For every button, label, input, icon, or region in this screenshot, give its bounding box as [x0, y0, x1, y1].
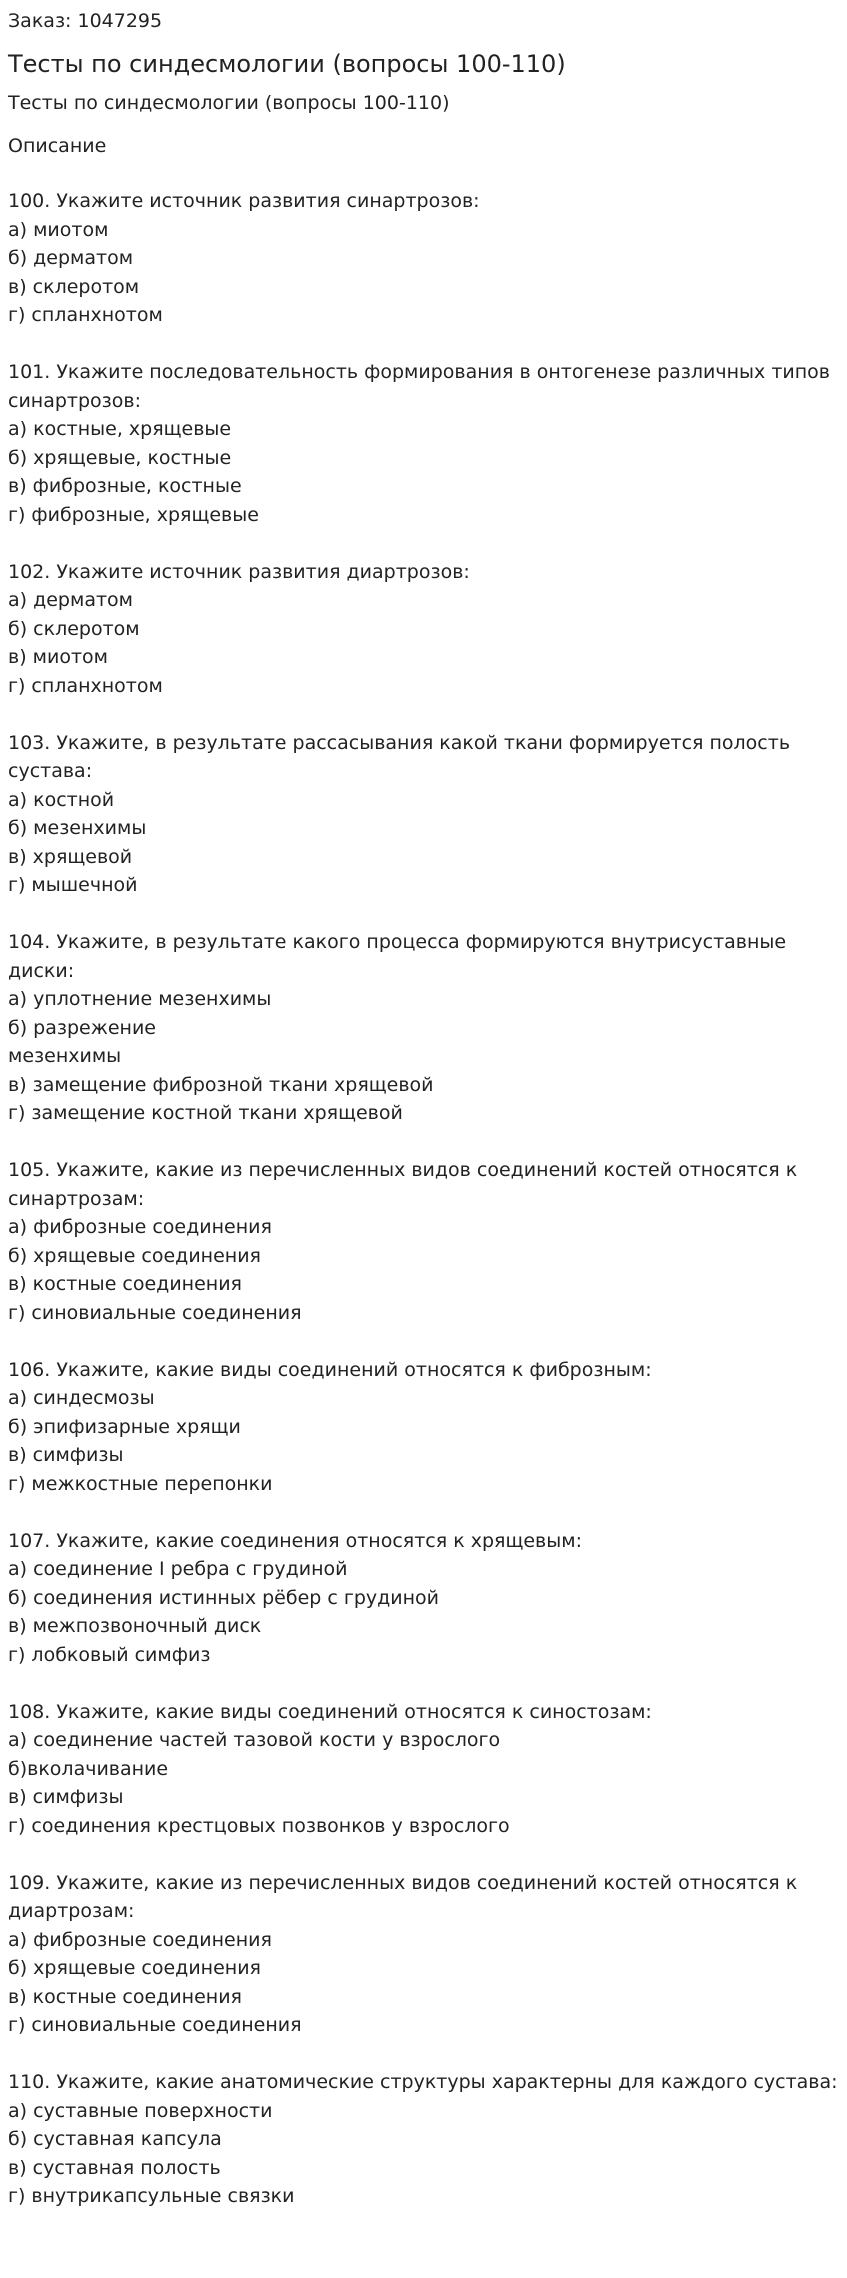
question-text: 106. Укажите, какие виды соединений относятся к фиброзным: — [8, 1358, 652, 1381]
question-block — [8, 1356, 839, 1499]
question-line: диартрозам: — [8, 1900, 135, 1922]
questions-list — [8, 187, 839, 2211]
question-text: 110. Укажите, какие анатомические структуры характерны для каждого сустава: — [8, 2071, 838, 2093]
question-line: в) межпозвоночный диск — [8, 1615, 262, 1637]
question-line: б) соединения истинных рёбер с грудиной — [8, 1586, 440, 1609]
page-subtitle: Тесты по синдесмологии (вопросы 100-110) — [8, 92, 450, 114]
question-line: в) хрящевой — [8, 845, 133, 868]
question-line: в) костные соединения — [8, 1985, 242, 2008]
question-line: мезенхимы — [8, 1045, 122, 1067]
question-line: синартрозов: — [8, 389, 141, 412]
question-text: 104. Укажите, в результате какого процесса формируются внутрисуставные — [8, 931, 787, 953]
question-block — [8, 1869, 839, 2040]
question-line: в) симфизы — [8, 1444, 124, 1466]
question-line: сустава: — [8, 760, 93, 782]
question-text: 107. Укажите, какие соединения относятся к хрящевым: — [8, 1529, 582, 1552]
question-line: б) хрящевые соединения — [8, 1244, 261, 1267]
question-line: в) фиброзные, костные — [8, 475, 242, 497]
question-line: б) хрящевые соединения — [8, 1957, 261, 1979]
question-line: г) внутрикапсульные связки — [8, 2185, 295, 2207]
question-line: г) синовиальные соединения — [8, 2014, 302, 2036]
question-line: диски: — [8, 959, 75, 982]
question-block — [8, 187, 839, 330]
question-line: б) разрежение — [8, 1016, 156, 1039]
question-block — [8, 2068, 839, 2211]
question-line: г) межкостные перепонки — [8, 1472, 273, 1495]
question-line: б) мезенхимы — [8, 817, 147, 839]
question-line: в) склеротом — [8, 275, 140, 298]
question-line: б) эпифизарные хрящи — [8, 1415, 241, 1438]
question-line: б)вколачивание — [8, 1757, 169, 1780]
question-line: г) мышечной — [8, 874, 138, 896]
question-line: б) хрящевые, костные — [8, 446, 232, 469]
description-heading: Описание — [8, 135, 107, 157]
question-line: г) спланхнотом — [8, 304, 163, 326]
question-line: г) синовиальные соединения — [8, 1301, 302, 1324]
question-block — [8, 729, 839, 900]
question-block — [8, 1527, 839, 1670]
order-number: Заказ: 1047295 — [8, 10, 163, 32]
question-line: г) фиброзные, хрящевые — [8, 503, 259, 526]
question-line: г) соединения крестцовых позвонков у взрослого — [8, 1814, 510, 1837]
question-line: а) костной — [8, 788, 115, 811]
question-line: в) миотом — [8, 646, 108, 668]
question-line: б) склеротом — [8, 617, 140, 640]
question-block — [8, 1156, 839, 1327]
question-block — [8, 358, 839, 529]
question-text: 100. Укажите источник развития синартрозов: — [8, 190, 480, 212]
question-text: 105. Укажите, какие из перечисленных видов соединений костей относятся к — [8, 1159, 798, 1181]
question-text: 109. Укажите, какие из перечисленных видов соединений костей относятся к — [8, 1871, 798, 1894]
question-line: а) соединение I ребра с грудиной — [8, 1558, 348, 1580]
question-line: в) костные соединения — [8, 1273, 242, 1295]
question-text: 103. Укажите, в результате рассасывания какой ткани формируется полость — [8, 731, 791, 754]
question-block — [8, 1698, 839, 1841]
question-line: а) суставные поверхности — [8, 2099, 273, 2122]
question-line: а) фиброзные соединения — [8, 1928, 272, 1951]
question-line: г) лобковый симфиз — [8, 1643, 211, 1666]
question-text: 108. Укажите, какие виды соединений относятся к синостозам: — [8, 1700, 652, 1723]
question-line: в) суставная полость — [8, 2156, 221, 2179]
question-line: а) дерматом — [8, 589, 133, 611]
question-line: а) соединение частей тазовой кости у взрослого — [8, 1729, 501, 1751]
question-block — [8, 928, 839, 1128]
question-line: б) суставная капсула — [8, 2128, 222, 2150]
question-block — [8, 558, 839, 701]
question-line: а) фиброзные соединения — [8, 1216, 272, 1238]
question-line: а) костные, хрящевые — [8, 418, 232, 440]
page-title: Тесты по синдесмологии (вопросы 100-110) — [8, 50, 566, 78]
question-text: 102. Укажите источник развития диартрозов: — [8, 560, 470, 583]
question-line: синартрозам: — [8, 1187, 145, 1210]
question-line: а) уплотнение мезенхимы — [8, 988, 272, 1010]
question-text: 101. Укажите последовательность формирования в онтогенезе различных типов — [8, 361, 830, 383]
question-line: а) миотом — [8, 218, 109, 241]
question-line: в) симфизы — [8, 1786, 124, 1808]
question-line: г) спланхнотом — [8, 674, 163, 697]
question-line: г) замещение костной ткани хрящевой — [8, 1102, 403, 1124]
question-line: в) замещение фиброзной ткани хрящевой — [8, 1073, 434, 1096]
question-line: а) синдесмозы — [8, 1387, 155, 1409]
question-line: б) дерматом — [8, 247, 134, 269]
